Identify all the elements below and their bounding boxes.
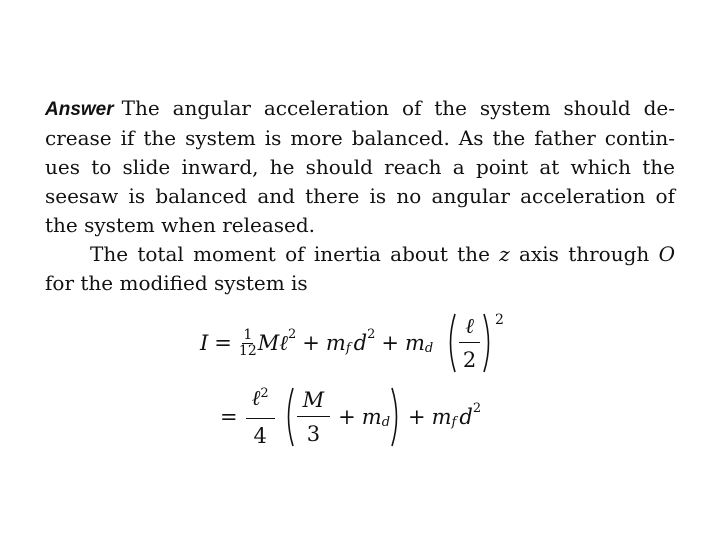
mass-daughter-symbol: m <box>361 405 382 429</box>
plus-sign: + <box>338 405 356 429</box>
subscript-d: d <box>381 414 391 430</box>
equation-line-2 <box>214 386 481 448</box>
plus-sign: + <box>408 405 426 429</box>
right-paren-icon <box>482 312 494 374</box>
point-symbol: O <box>658 242 675 266</box>
subscript-d: d <box>424 340 434 356</box>
distance-symbol: d <box>459 405 473 429</box>
para2-text-after: for the modified system is <box>45 271 308 295</box>
fraction-denominator: 3 <box>306 422 321 446</box>
exponent: 2 <box>472 400 482 416</box>
exponent: 2 <box>260 386 269 401</box>
answer-paragraph-text: The angular acceleration of the system should decrease if the system is more balanced. As the father continues to slide inward, he should reach a point at which the seesaw is balanced and there is no angular acceleration of the system when released. <box>45 96 675 237</box>
fraction-denominator: 4 <box>253 424 267 448</box>
ell-over-two-fraction <box>459 312 480 374</box>
subscript-f: f <box>345 340 351 356</box>
fraction-numerator: 1 <box>243 326 253 343</box>
mass-daughter-symbol: m <box>404 331 425 355</box>
right-paren-icon <box>390 386 402 448</box>
fraction-numerator: M <box>297 386 331 417</box>
equation-line-1 <box>200 312 504 374</box>
equals-sign: = <box>214 331 232 355</box>
axis-symbol: z <box>499 242 510 266</box>
plus-sign: + <box>302 331 320 355</box>
fraction-numerator: ℓ <box>459 312 480 343</box>
m-over-three-fraction <box>297 386 331 448</box>
moment-of-inertia-paragraph <box>45 240 675 298</box>
left-paren-icon <box>445 312 457 374</box>
length-symbol: ℓ <box>279 330 288 355</box>
answer-label: Answer <box>45 99 114 120</box>
left-paren-icon <box>283 386 295 448</box>
fraction-denominator: 2 <box>462 348 477 372</box>
para2-text-middle: axis through <box>509 242 659 266</box>
fraction-denominator: 12 <box>238 342 257 359</box>
one-twelfth-fraction <box>239 328 257 359</box>
outer-exponent: 2 <box>494 312 504 328</box>
ell-squared-over-four-fraction <box>246 384 275 450</box>
exponent: 2 <box>367 326 376 342</box>
plus-sign: + <box>381 331 399 355</box>
mass-father-symbol: m <box>431 405 452 429</box>
subscript-f: f <box>451 414 457 430</box>
length-symbol: ℓ <box>251 386 261 410</box>
inertia-symbol: I <box>200 331 209 355</box>
mass-symbol: M <box>257 331 280 355</box>
exponent: 2 <box>288 326 297 342</box>
answer-paragraph <box>45 94 675 240</box>
equals-sign: = <box>220 405 238 429</box>
distance-symbol: d <box>353 331 368 355</box>
answer-text <box>45 94 675 298</box>
para2-text-before: The total moment of inertia about the <box>90 242 500 266</box>
mass-father-symbol: m <box>325 331 346 355</box>
fraction-numerator <box>246 384 275 419</box>
